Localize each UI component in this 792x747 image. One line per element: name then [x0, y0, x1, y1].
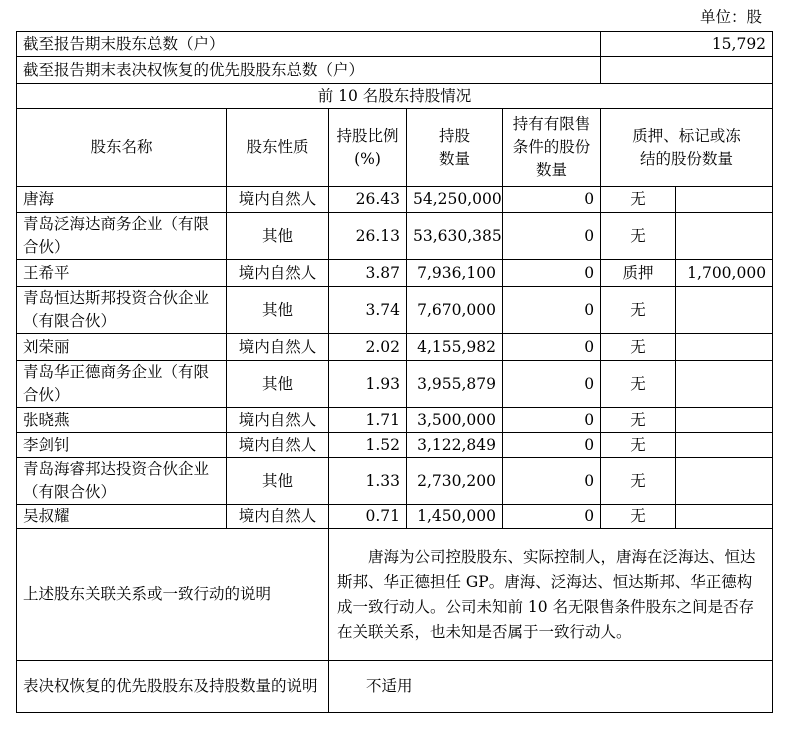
table-row	[17, 408, 773, 433]
holding-ratio: 0.71	[329, 505, 407, 529]
table-row	[17, 287, 773, 334]
shareholder-nature: 其他	[227, 458, 329, 505]
relation-label: 上述股东关联关系或一致行动的说明	[17, 529, 329, 661]
holding-ratio: 2.02	[329, 334, 407, 361]
restricted-shares: 0	[503, 505, 601, 529]
pledge-quantity: 1,700,000	[676, 260, 773, 287]
shareholder-name: 唐海	[17, 187, 227, 213]
shareholder-nature: 境内自然人	[227, 433, 329, 458]
shareholder-nature: 境内自然人	[227, 334, 329, 361]
holding-shares: 54,250,000	[407, 187, 503, 213]
summary-row-total	[17, 32, 773, 57]
holding-shares: 4,155,982	[407, 334, 503, 361]
pledge-quantity	[676, 187, 773, 213]
holding-shares: 2,730,200	[407, 458, 503, 505]
pledge-status: 无	[601, 505, 676, 529]
holding-ratio: 1.71	[329, 408, 407, 433]
total-holders-label: 截至报告期末股东总数（户）	[17, 32, 601, 57]
shareholder-nature: 境内自然人	[227, 408, 329, 433]
restricted-shares: 0	[503, 458, 601, 505]
preferred-row	[17, 661, 773, 713]
total-holders-value: 15,792	[601, 32, 773, 57]
shareholder-name: 吴叔耀	[17, 505, 227, 529]
holding-shares: 3,955,879	[407, 361, 503, 408]
relation-row	[17, 529, 773, 661]
shareholder-name: 李剑钊	[17, 433, 227, 458]
restricted-shares: 0	[503, 408, 601, 433]
top10-title: 前 10 名股东持股情况	[17, 84, 773, 109]
pledge-status: 无	[601, 408, 676, 433]
holding-shares: 3,500,000	[407, 408, 503, 433]
holding-ratio: 26.13	[329, 213, 407, 260]
pledge-quantity	[676, 458, 773, 505]
header-pledge: 质押、标记或冻结的股份数量	[601, 109, 773, 187]
preferred-label: 表决权恢复的优先股股东及持股数量的说明	[17, 661, 329, 713]
pledge-quantity	[676, 433, 773, 458]
holding-ratio: 3.74	[329, 287, 407, 334]
pledge-quantity	[676, 213, 773, 260]
pledge-status: 无	[601, 458, 676, 505]
relation-text: 唐海为公司控股股东、实际控制人，唐海在泛海达、恒达斯邦、华正德担任 GP。唐海、泛海达、恒达斯邦、华正德构成一致行动人。公司未知前 10 名无限售条件股东之间是否存在关联关系，也未知是否属于一致行动人。	[329, 529, 773, 661]
holding-ratio: 1.33	[329, 458, 407, 505]
pledge-quantity	[676, 287, 773, 334]
table-row	[17, 334, 773, 361]
holding-ratio: 1.52	[329, 433, 407, 458]
holding-shares: 3,122,849	[407, 433, 503, 458]
shareholder-name: 青岛海睿邦达投资合伙企业（有限合伙）	[17, 458, 227, 505]
shareholder-name: 青岛恒达斯邦投资合伙企业（有限合伙）	[17, 287, 227, 334]
pledge-quantity	[676, 408, 773, 433]
restricted-shares: 0	[503, 361, 601, 408]
pledge-status: 无	[601, 433, 676, 458]
shareholder-nature: 境内自然人	[227, 505, 329, 529]
table-row	[17, 458, 773, 505]
shareholder-nature: 境内自然人	[227, 260, 329, 287]
restricted-shares: 0	[503, 187, 601, 213]
table-row	[17, 361, 773, 408]
shareholder-name: 王希平	[17, 260, 227, 287]
header-ratio: 持股比例(%)	[329, 109, 407, 187]
restricted-shares: 0	[503, 287, 601, 334]
unit-label: 单位：股	[699, 8, 762, 26]
pledge-status: 无	[601, 187, 676, 213]
shareholder-name: 青岛华正德商务企业（有限合伙）	[17, 361, 227, 408]
holding-ratio: 26.43	[329, 187, 407, 213]
pledge-status: 无	[601, 361, 676, 408]
pledge-quantity	[676, 334, 773, 361]
holding-shares: 7,670,000	[407, 287, 503, 334]
table-row	[17, 260, 773, 287]
pledge-status: 无	[601, 287, 676, 334]
table-row	[17, 505, 773, 529]
holding-ratio: 1.93	[329, 361, 407, 408]
restricted-shares: 0	[503, 433, 601, 458]
table-row	[17, 187, 773, 213]
shareholder-nature: 其他	[227, 361, 329, 408]
table-row	[17, 433, 773, 458]
top10-title-row	[17, 84, 773, 109]
shareholder-nature: 其他	[227, 287, 329, 334]
pledge-quantity	[676, 361, 773, 408]
pledge-status: 质押	[601, 260, 676, 287]
table-row	[17, 213, 773, 260]
preferred-holders-label: 截至报告期末表决权恢复的优先股股东总数（户）	[17, 57, 601, 84]
header-name: 股东名称	[17, 109, 227, 187]
shareholder-name: 青岛泛海达商务企业（有限合伙）	[17, 213, 227, 260]
shareholder-name: 张晓燕	[17, 408, 227, 433]
restricted-shares: 0	[503, 260, 601, 287]
shareholder-nature: 其他	[227, 213, 329, 260]
holding-ratio: 3.87	[329, 260, 407, 287]
shareholder-name: 刘荣丽	[17, 334, 227, 361]
holding-shares: 7,936,100	[407, 260, 503, 287]
shareholder-table	[16, 31, 773, 713]
preferred-text: 不适用	[329, 661, 773, 713]
shareholder-nature: 境内自然人	[227, 187, 329, 213]
header-restricted: 持有有限售条件的股份数量	[503, 109, 601, 187]
holding-shares: 1,450,000	[407, 505, 503, 529]
header-shares: 持股数量	[407, 109, 503, 187]
holding-shares: 53,630,385	[407, 213, 503, 260]
restricted-shares: 0	[503, 334, 601, 361]
restricted-shares: 0	[503, 213, 601, 260]
header-nature: 股东性质	[227, 109, 329, 187]
header-row	[17, 109, 773, 187]
pledge-status: 无	[601, 213, 676, 260]
preferred-holders-value	[601, 57, 773, 84]
pledge-quantity	[676, 505, 773, 529]
summary-row-preferred	[17, 57, 773, 84]
pledge-status: 无	[601, 334, 676, 361]
